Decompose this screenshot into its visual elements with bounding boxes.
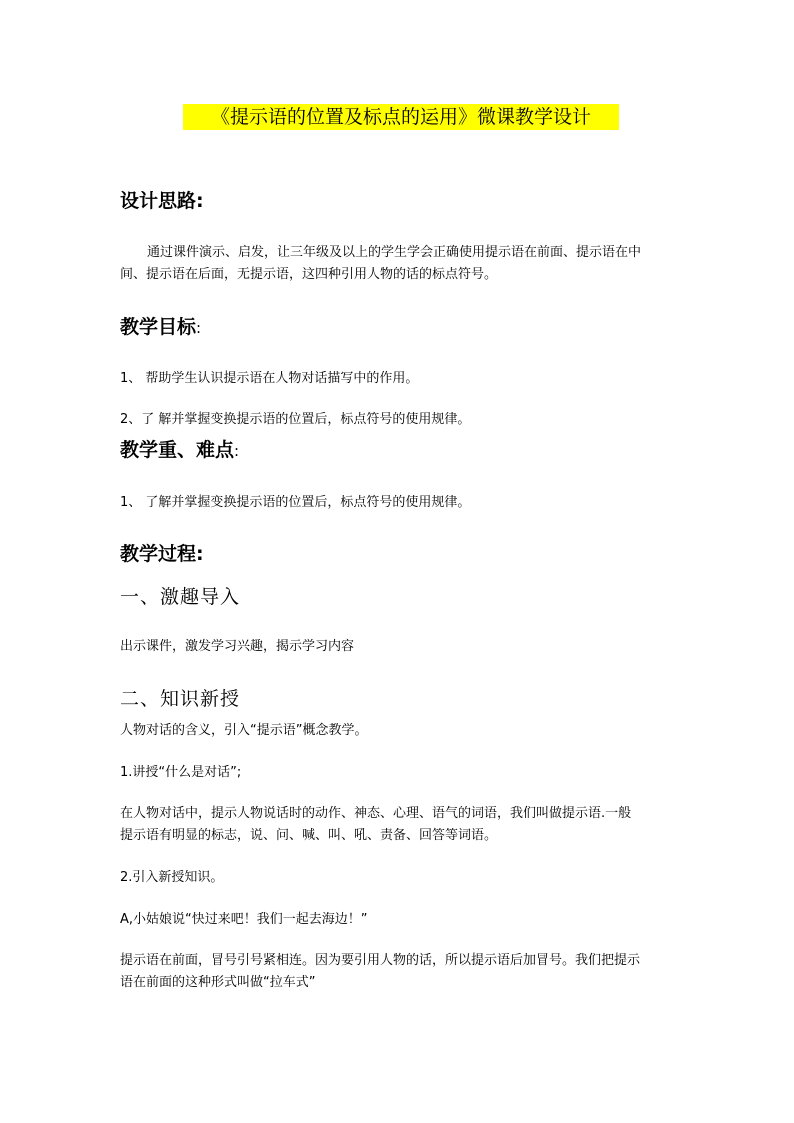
- goal-item-2: 2、了 解并掌握变换提示语的位置后，标点符号的使用规律。: [120, 412, 471, 427]
- section2-definition-line2: 提示语有明显的标志，说、问、喊、叫、吼、责备、回答等词语。: [120, 828, 498, 843]
- section1-heading: 一、激趣导入: [120, 586, 241, 608]
- design-heading-text: 设计思路:: [120, 190, 204, 212]
- section2-example: A,小姑娘说“快过来吧！我们一起去海边！”: [120, 912, 368, 927]
- section2-explain-line2: 语在前面的这种形式叫做“拉车式”: [120, 975, 316, 990]
- goals-heading-colon: :: [196, 319, 202, 337]
- goals-heading-text: 教学目标: [120, 316, 197, 338]
- section2-heading: 二、知识新授: [120, 688, 241, 710]
- section2-intro: 人物对话的含义，引入“提示语”概念教学。: [120, 723, 368, 738]
- section2-step2: 2.引入新授知识。: [120, 870, 224, 885]
- design-heading: [120, 189, 204, 213]
- goals-heading: [120, 315, 201, 340]
- section1-body: 出示课件，激发学习兴趣，揭示学习内容: [120, 639, 355, 654]
- key-item-1: 1、 了解并掌握变换提示语的位置后，标点符号的使用规律。: [120, 495, 471, 510]
- goal-item-1: 1、 帮助学生认识提示语在人物对话描写中的作用。: [120, 371, 419, 386]
- key-heading: [120, 438, 239, 463]
- document-title: 《提示语的位置及标点的运用》微课教学设计: [183, 104, 619, 130]
- process-heading-text: 教学过程:: [120, 543, 204, 565]
- design-body-line2: 间、提示语在后面，无提示语，这四种引用人物的话的标点符号。: [120, 267, 498, 282]
- section2-step1: 1.讲授“什么是对话”;: [120, 765, 242, 780]
- process-heading: [120, 542, 204, 566]
- section2-explain-line1: 提示语在前面，冒号引号紧相连。因为要引用人物的话，所以提示语后加冒号。我们把提示: [120, 953, 641, 968]
- design-body-line1: 通过课件演示、启发，让三年级及以上的学生学会正确使用提示语在前面、提示语在中: [147, 245, 642, 260]
- section2-definition-line1: 在人物对话中，提示人物说话时的动作、神态、心理、语气的词语，我们叫做提示语.一般: [120, 806, 632, 821]
- key-heading-text: 教学重、难点: [120, 439, 235, 461]
- key-heading-colon: :: [234, 442, 240, 460]
